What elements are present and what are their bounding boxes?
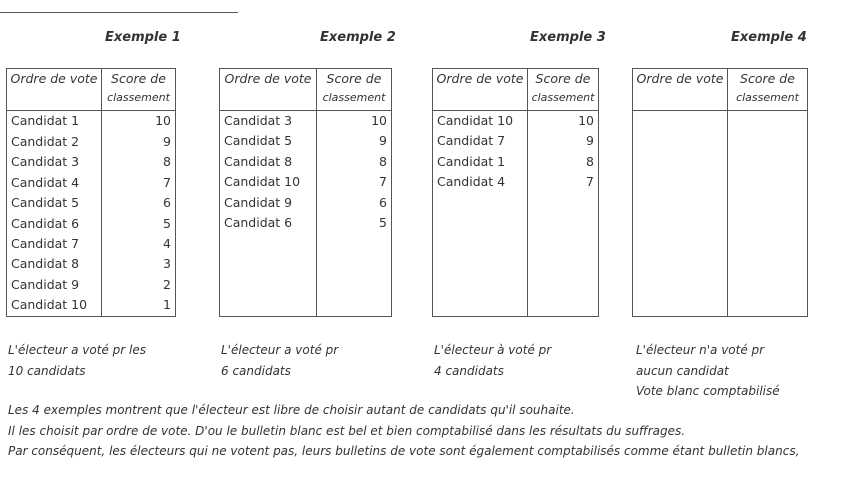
score-cell: 6 xyxy=(102,193,176,213)
example-3-title: Exemple 3 xyxy=(530,30,606,45)
candidate-cell: Candidat 6 xyxy=(11,215,80,231)
candidate-cell: Candidat 7 xyxy=(437,133,506,149)
top-rule xyxy=(0,12,238,13)
empty-cell xyxy=(220,233,317,316)
score-cell: 10 xyxy=(102,111,176,132)
col-ranking-score: Score de classement xyxy=(728,69,808,111)
paragraph-line: Il les choisit par ordre de vote. D'ou le bulletin blanc est bel et bien comptabilisé dans les résultats du suffrages. xyxy=(8,423,686,438)
score-cell: 5 xyxy=(317,213,392,233)
score-cell: 6 xyxy=(317,193,392,213)
candidate-cell: Candidat 8 xyxy=(224,153,293,169)
col-vote-order: Ordre de vote xyxy=(633,69,728,111)
example-4-note: L'électeur n'a voté pr aucun candidat Vote blanc comptabilisé xyxy=(636,343,780,398)
score-cell: 1 xyxy=(102,295,176,316)
score-cell: 9 xyxy=(317,131,392,151)
example-1-note: L'électeur a voté pr les 10 candidats xyxy=(8,343,146,378)
candidate-cell: Candidat 5 xyxy=(224,133,293,149)
empty-cell xyxy=(728,111,808,317)
col-vote-order: Ordre de vote xyxy=(433,69,528,111)
col-vote-order: Ordre de vote xyxy=(220,69,317,111)
score-cell: 4 xyxy=(102,234,176,254)
candidate-cell: Candidat 1 xyxy=(11,113,80,129)
example-3-note: L'électeur à voté pr 4 candidats xyxy=(434,343,552,378)
score-cell: 7 xyxy=(528,172,599,192)
candidate-cell: Candidat 1 xyxy=(437,153,506,169)
candidate-cell: Candidat 10 xyxy=(224,174,301,190)
candidate-cell: Candidat 9 xyxy=(11,276,80,292)
example-4-title: Exemple 4 xyxy=(731,30,807,45)
candidate-cell: Candidat 9 xyxy=(224,194,293,210)
candidate-cell: Candidat 3 xyxy=(11,154,80,170)
score-cell: 8 xyxy=(317,152,392,172)
score-cell: 3 xyxy=(102,254,176,274)
example-4-table xyxy=(632,68,808,317)
explanation-paragraph xyxy=(8,400,799,462)
score-cell: 9 xyxy=(102,132,176,152)
example-2-title: Exemple 2 xyxy=(320,30,396,45)
score-cell: 8 xyxy=(102,152,176,172)
score-cell: 5 xyxy=(102,214,176,234)
score-cell: 8 xyxy=(528,152,599,172)
candidate-cell: Candidat 5 xyxy=(11,195,80,211)
paragraph-line: Par conséquent, les électeurs qui ne votent pas, leurs bulletins de vote sont également comptabilisés comme étant bulletin blancs, xyxy=(8,444,800,458)
example-1-table xyxy=(6,68,176,317)
score-cell: 7 xyxy=(317,172,392,192)
candidate-cell: Candidat 7 xyxy=(11,235,80,251)
candidate-cell: Candidat 3 xyxy=(224,113,293,128)
candidate-cell: Candidat 6 xyxy=(224,214,293,230)
score-cell: 9 xyxy=(528,131,599,151)
col-ranking-score: Score de classement xyxy=(317,69,392,111)
col-ranking-score: Score de classement xyxy=(102,69,176,111)
score-cell: 7 xyxy=(102,173,176,193)
empty-cell xyxy=(633,111,728,317)
candidate-cell: Candidat 10 xyxy=(11,297,88,313)
candidate-cell: Candidat 10 xyxy=(437,113,514,128)
empty-cell xyxy=(528,193,599,317)
score-cell: 10 xyxy=(528,111,599,132)
score-cell: 2 xyxy=(102,275,176,295)
empty-cell xyxy=(317,233,392,316)
col-ranking-score: Score de classement xyxy=(528,69,599,111)
candidate-cell: Candidat 8 xyxy=(11,256,80,272)
paragraph-line: Les 4 exemples montrent que l'électeur est libre de choisir autant de candidats qu'il souhaite. xyxy=(8,403,575,417)
empty-cell xyxy=(433,193,528,317)
example-3-table xyxy=(432,68,599,317)
candidate-cell: Candidat 2 xyxy=(11,133,80,149)
candidate-cell: Candidat 4 xyxy=(437,174,506,190)
col-vote-order: Ordre de vote xyxy=(7,69,102,111)
example-2-note: L'électeur a voté pr 6 candidats xyxy=(221,343,339,378)
score-cell: 10 xyxy=(317,111,392,132)
example-1-title: Exemple 1 xyxy=(105,30,181,45)
example-2-table xyxy=(219,68,392,317)
candidate-cell: Candidat 4 xyxy=(11,174,80,190)
